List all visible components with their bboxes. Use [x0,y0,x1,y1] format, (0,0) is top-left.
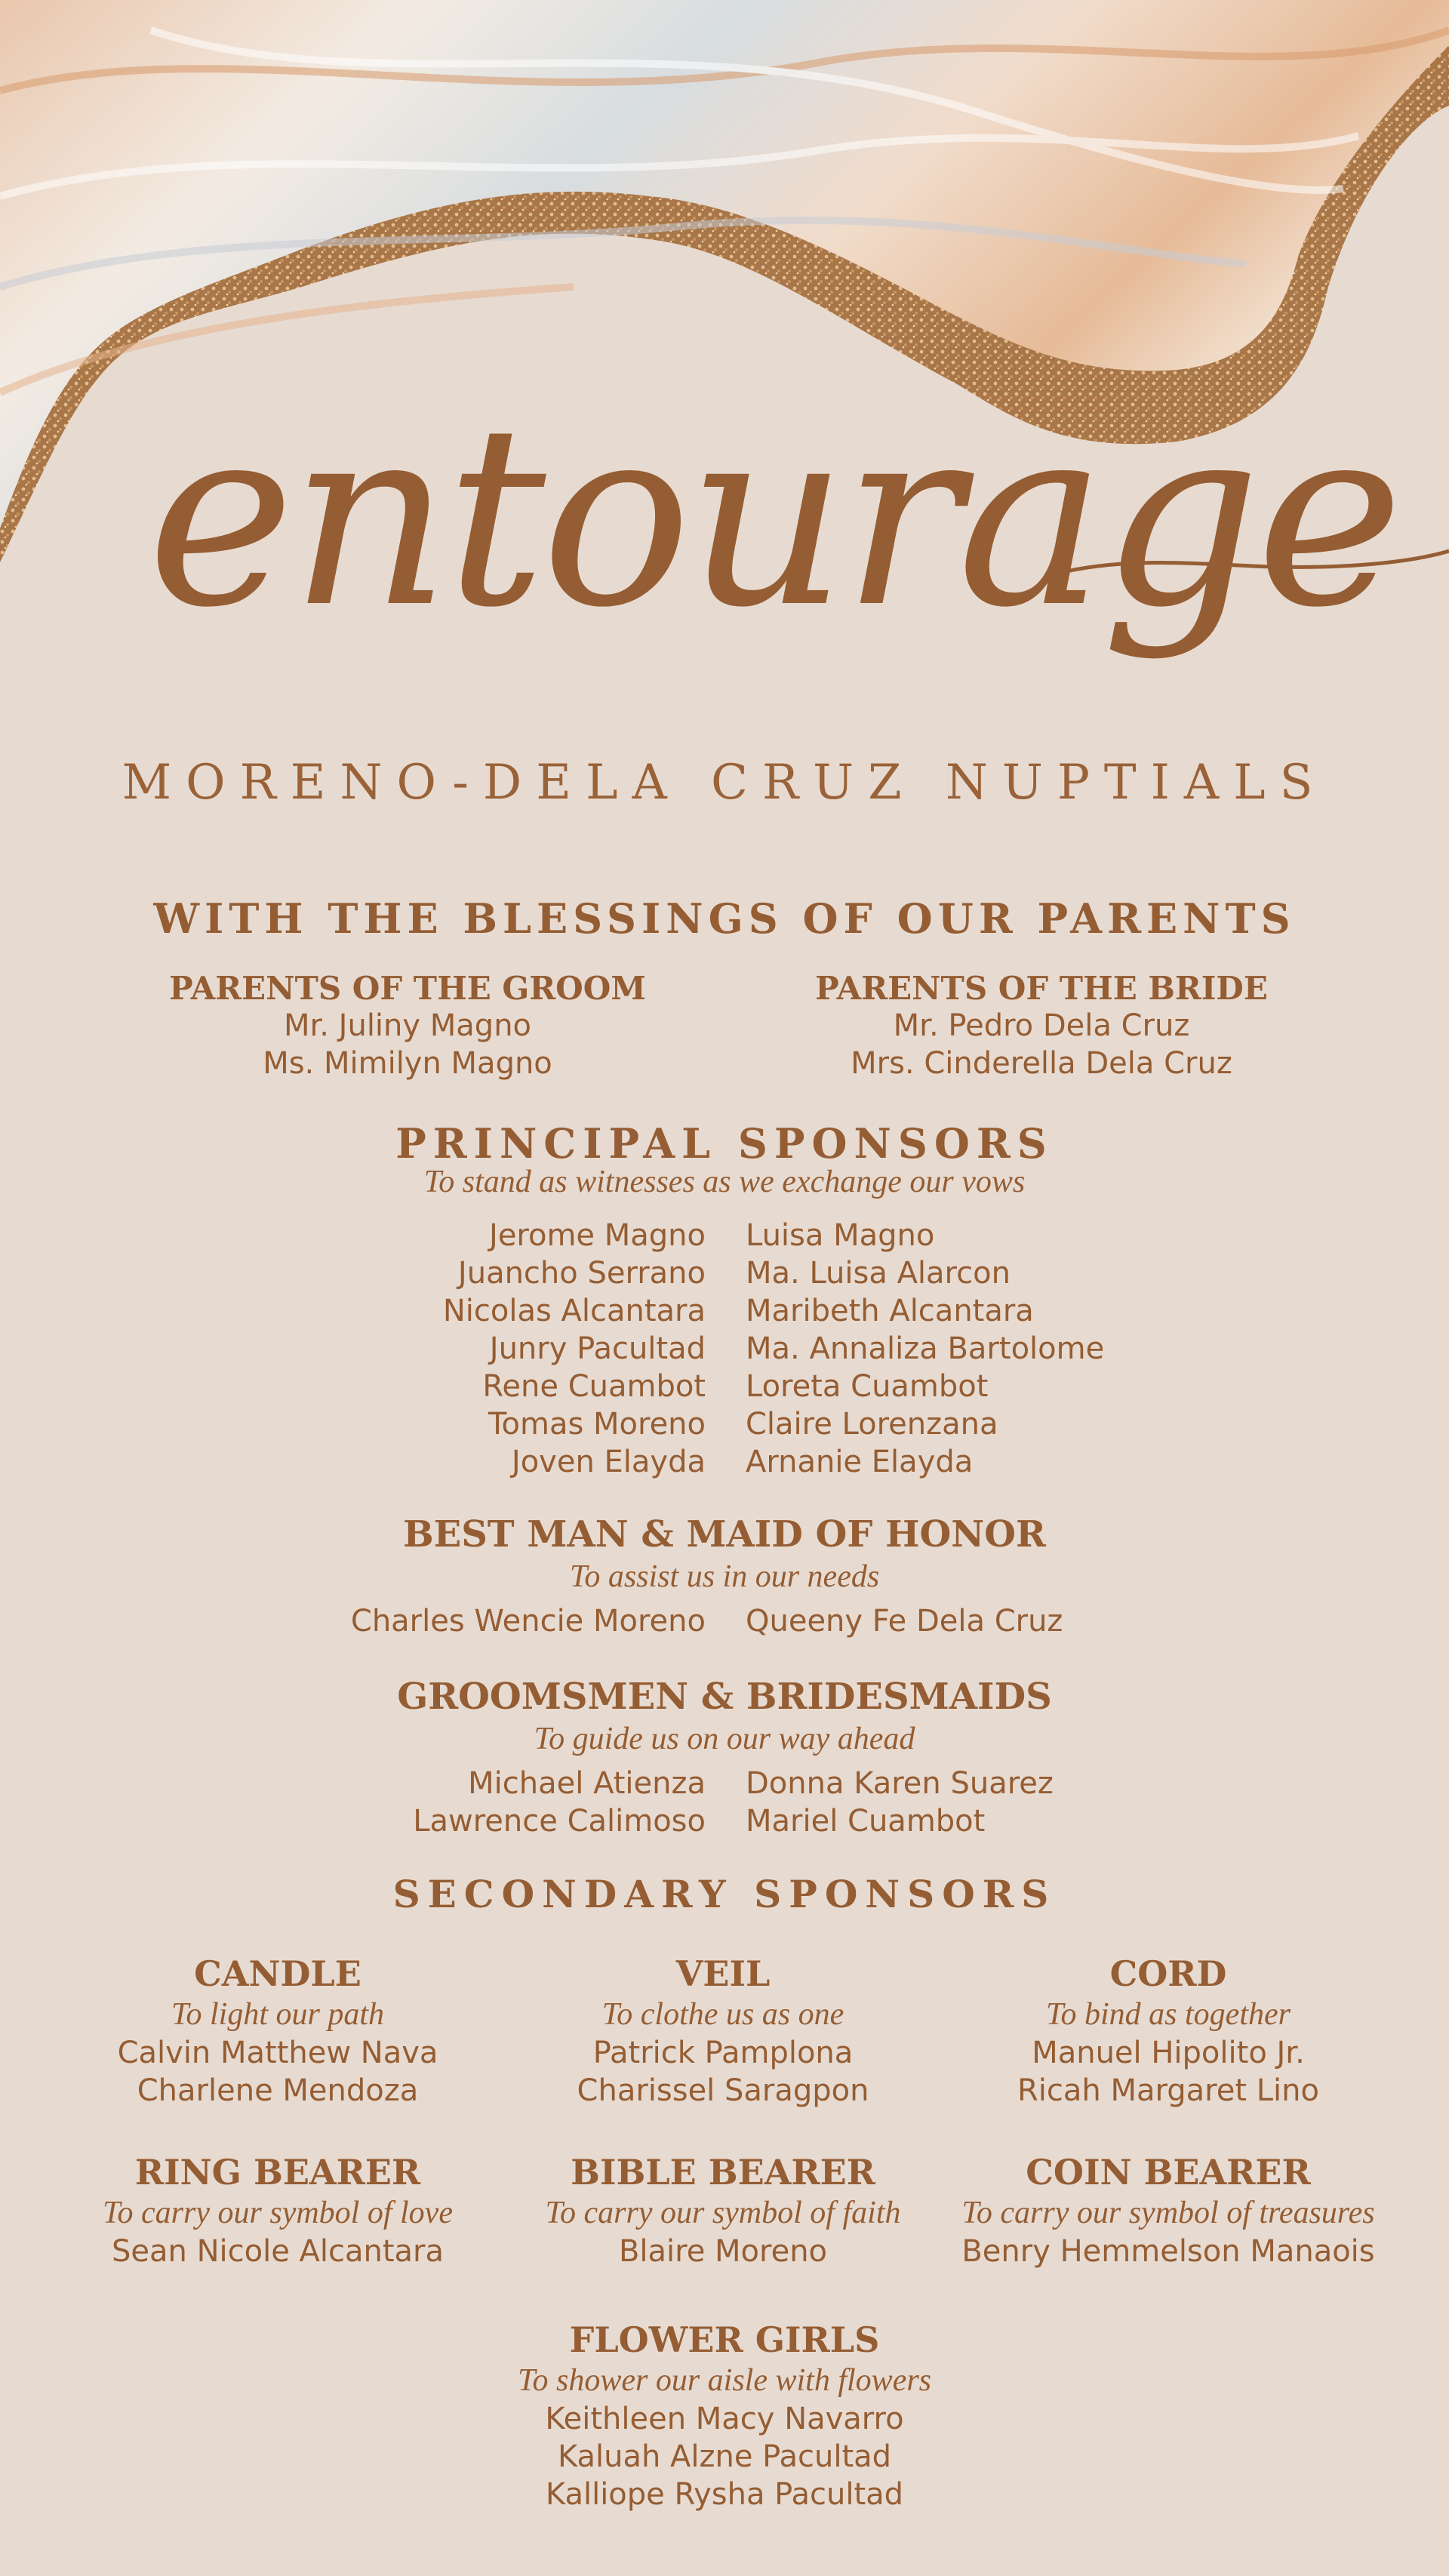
best-man-maid-tagline: To assist us in our needs [569,1559,880,1594]
best-man-maid-heading: BEST MAN & MAID OF HONOR [403,1513,1046,1556]
flower-girls-block [0,2319,1449,2513]
name-line: Sean Nicole Alcantara [112,2234,444,2269]
coin-bearer-block [934,2151,1402,2270]
bible-bearer-block [489,2151,957,2270]
candle-label: CANDLE [194,1953,361,1994]
candle-block [44,1953,512,2110]
name-line: Michael Atienza [468,1766,706,1801]
bible-bearer-label: BIBLE BEARER [571,2152,875,2193]
cord-block [934,1953,1402,2110]
veil-block [489,1953,957,2110]
name-line: Manuel Hipolito Jr. [1032,2036,1305,2070]
best-man-name: Charles Wencie Moreno [350,1604,706,1639]
name-line: Kalliope Rysha Pacultad [545,2477,904,2512]
name-line: Calvin Matthew Nava [117,2036,438,2070]
name-line: Kaluah Alzne Pacultad [557,2439,892,2474]
flower-girls-label: FLOWER GIRLS [569,2319,880,2360]
name-line: Lawrence Calimoso [413,1804,706,1839]
groomsmen-list [413,1765,706,1840]
cord-label: CORD [1109,1953,1227,1994]
principal-sponsors-tagline: To stand as witnesses as we exchange our vows [423,1165,1026,1199]
subtitle: MORENO-DELA CRUZ NUPTIALS [122,755,1327,811]
name-line: Juancho Serrano [457,1256,706,1291]
name-line: Charlene Mendoza [137,2073,419,2108]
ring-bearer-label: RING BEARER [134,2152,421,2193]
name-line: Rene Cuambot [482,1369,706,1404]
groomsmen-bridesmaids-heading: GROOMSMEN & BRIDESMAIDS [397,1676,1052,1718]
name-line: Joven Elayda [511,1445,706,1479]
name-line: Claire Lorenzana [746,1407,998,1442]
name-line: Tomas Moreno [488,1407,706,1442]
coin-bearer-tagline: To carry our symbol of treasures [961,2196,1375,2230]
name-line: Benry Hemmelson Manaois [961,2234,1375,2269]
ring-bearer-block [44,2151,512,2270]
bride-parents-label: PARENTS OF THE BRIDE [815,970,1268,1007]
name-line: Patrick Pamplona [592,2036,854,2070]
name-line: Mr. Juliny Magno [283,1008,532,1043]
name-line: Ma. Annaliza Bartolome [746,1331,1105,1366]
blessings-heading: WITH THE BLESSINGS OF OUR PARENTS [153,894,1296,943]
name-line: Charissel Saragpon [577,2073,869,2108]
name-line: Mr. Pedro Dela Cruz [893,1008,1190,1043]
name-line: Donna Karen Suarez [746,1766,1054,1801]
groom-parents-label: PARENTS OF THE GROOM [169,970,646,1007]
name-line: Nicolas Alcantara [442,1294,706,1328]
name-line: Ms. Mimilyn Magno [263,1046,552,1081]
bible-bearer-tagline: To carry our symbol of faith [545,2196,901,2230]
name-line: Ricah Margaret Lino [1017,2073,1319,2108]
name-line: Maribeth Alcantara [746,1294,1034,1328]
name-line: Keithleen Macy Navarro [545,2402,904,2436]
maid-of-honor-name: Queeny Fe Dela Cruz [746,1604,1063,1639]
name-line: Loreta Cuambot [746,1369,989,1404]
ring-bearer-tagline: To carry our symbol of love [103,2196,453,2230]
page-title: entourage [147,372,1399,662]
veil-label: VEIL [675,1953,771,1994]
name-line: Ma. Luisa Alarcon [746,1256,1011,1291]
name-line: Jerome Magno [489,1218,706,1253]
name-line: Arnanie Elayda [746,1445,974,1479]
bride-parents-block [740,970,1343,1082]
cord-tagline: To bind as together [1046,1997,1291,2032]
name-line: Luisa Magno [746,1218,935,1253]
principal-sponsors-heading: PRINCIPAL SPONSORS [395,1119,1054,1168]
name-line: Mrs. Cinderella Dela Cruz [851,1046,1232,1081]
bridesmaids-list [746,1765,1054,1840]
name-line: Mariel Cuambot [746,1804,986,1839]
veil-tagline: To clothe us as one [601,1997,844,2032]
name-line: Blaire Moreno [618,2234,828,2269]
groom-parents-block [106,970,709,1082]
principal-sponsors-left [443,1217,706,1481]
name-line: Junry Pacultad [489,1331,706,1366]
secondary-sponsors-heading: SECONDARY SPONSORS [392,1872,1057,1916]
principal-sponsors-right [746,1217,1104,1481]
groomsmen-bridesmaids-tagline: To guide us on our way ahead [534,1722,915,1756]
coin-bearer-label: COIN BEARER [1026,2152,1311,2193]
candle-tagline: To light our path [171,1997,385,2032]
flower-girls-tagline: To shower our aisle with flowers [517,2363,932,2398]
title-swash [1057,528,1449,604]
